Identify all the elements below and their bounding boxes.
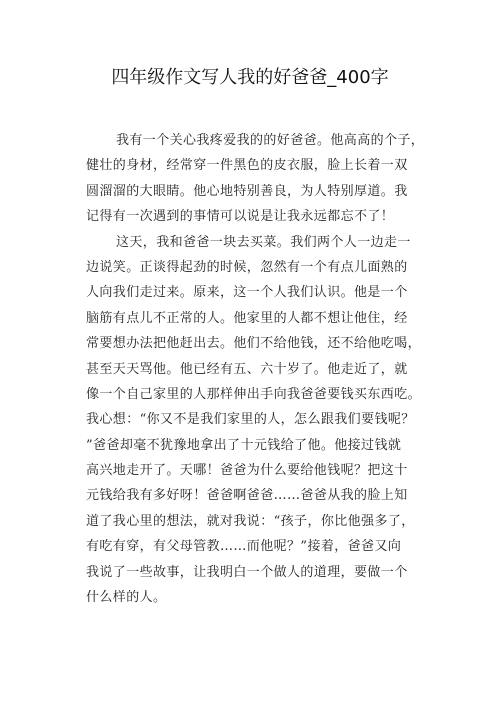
document-body [86,128,425,610]
paragraph-line: ”爸爸却毫不犹豫地拿出了十元钱给了他。他接过钱就 [86,437,402,453]
paragraph-line: 高兴地走开了。天哪！爸爸为什么要给他钱呢？把这十 [86,463,408,479]
paragraph-line: 什么样的人。 [86,590,167,606]
paragraph-line: 我说了一些故事，让我明白一个做人的道理，要做一个 [86,564,408,580]
paragraph-line: 这天，我和爸爸一块去买菜。我们两个人一边走一 [116,234,411,250]
paragraph-line: 甚至天天骂他。他已经有五、六十岁了。他走近了，就 [86,361,408,377]
paragraph-line: 元钱给我有多好呀！爸爸啊爸爸……爸爸从我的脸上知 [86,488,408,504]
paragraph-line: 脑筋有点儿不正常的人。他家里的人都不想让他住，经 [86,310,408,326]
paragraph-line: 健壮的身材，经常穿一件黑色的皮衣服，脸上长着一双 [86,158,408,174]
paragraph-line: 人向我们走过来。原来，这一个人我们认识。他是一个 [86,285,408,301]
paragraph-line: 道了我心里的想法，就对我说：“孩子，你比他强多了， [86,513,415,529]
document-title: 四年级作文写人我的好爸爸_400字 [111,67,389,88]
paragraph-line: 边说笑。正谈得起劲的时候，忽然有一个有点儿面熟的 [86,259,408,275]
paragraph-line: 常要想办法把他赶出去。他们不给他钱，还不给他吃喝， [86,336,422,352]
paragraph-line: 我有一个关心我疼爱我的的好爸爸。他高高的个子， [116,133,425,148]
paragraph-line: 圆溜溜的大眼睛。他心地特别善良，为人特别厚道。我 [86,183,408,199]
paragraph-line: 我心想：“你又不是我们家里的人，怎么跟我们要钱呢？ [86,412,415,428]
paragraph-line: 记得有一次遇到的事情可以说是让我永远都忘不了！ [86,209,395,225]
paragraph-line: 像一个自己家里的人那样伸出手向我爸爸要钱买东西吃。 [86,386,422,402]
paragraph-line: 有吃有穿，有父母管教……而他呢？”接着，爸爸又向 [86,539,402,555]
